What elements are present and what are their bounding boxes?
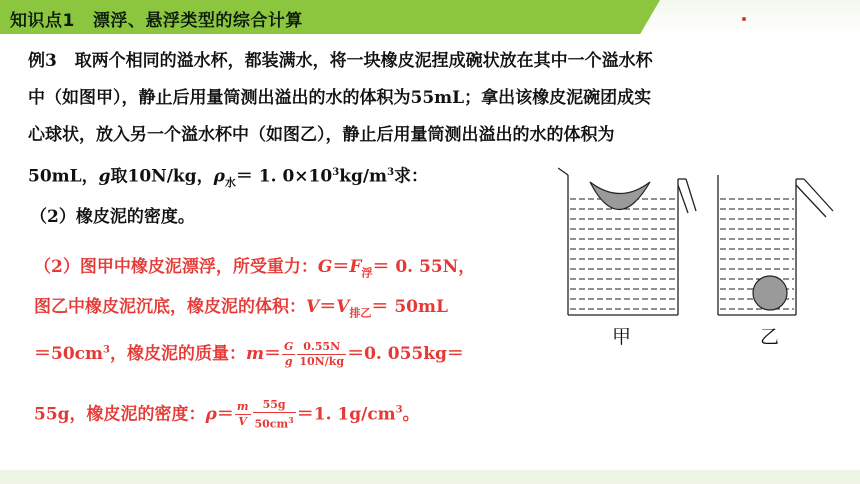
fraction-m-over-V: $\frac{m}{V}$ [236,400,249,429]
answer-line-1: （2）图甲中橡皮泥漂浮，所受重力：$G=F_浮= 0$. 55N， [34,257,476,280]
question-part-2: （2）橡皮泥的密度。 [30,207,195,227]
answer-line-4: 55g，橡皮泥的密度：ρ＝ $\frac{m}{V}$ $\frac{55g}{50cm^3}$ ＝1. $1g/cm^3$。 [34,398,420,431]
fraction-mass-over-volume: $\frac{55g}{50cm^3}$ [254,398,294,431]
answer-line-2: 图乙中橡皮泥沉底，橡皮泥的体积：$V=V_{排乙}= 50mL$ [34,297,448,320]
overflow-cups-figure [558,165,843,354]
fraction-G-over-g: $\frac{G}{g}$ [283,340,294,368]
clay-bowl-shape [590,182,650,210]
knowledge-point-number: 知识点1 [10,11,75,31]
example-label: 例3 [28,51,57,71]
water-lines-jia [570,199,676,309]
cup-jia [558,168,696,315]
header-bar [0,0,860,34]
red-dot-marker [742,17,746,21]
bottom-strip [0,470,860,484]
knowledge-point-title: 漂浮、悬浮类型的综合计算 [92,11,303,31]
answer-line-3: $=50cm^3$，橡皮泥的质量：m＝ $\frac{G}{g}$ $\frac{0.55N}{10N/kg}$ ＝0. 055kg＝ [34,340,464,368]
question-line-1: 例3 取两个相同的溢水杯，都装满水，将一块橡皮泥捏成碗状放在其中一个溢水杯 [28,51,653,71]
question-line-2: 中（如图甲），静止后用量筒测出溢出的水的体积为55mL；拿出该橡皮泥碗团成实 [28,88,652,108]
fraction-weight-over-g: $\frac{0.55N}{10N/kg}$ [299,340,345,368]
caption-jia: 甲 [612,326,632,348]
overflow-cups-diagram [558,165,843,350]
question-line-3: 心球状，放入另一个溢水杯中（如图乙），静止后用量筒测出溢出的水的体积为 [28,125,615,145]
clay-ball-shape [753,276,787,310]
question-line-4: 50mL，g取10N/kg，$\rho_水= 1$. $0\times 10^3kg/m^3$求： [28,166,429,190]
header-title [10,6,303,31]
caption-yi: 乙 [760,326,780,348]
